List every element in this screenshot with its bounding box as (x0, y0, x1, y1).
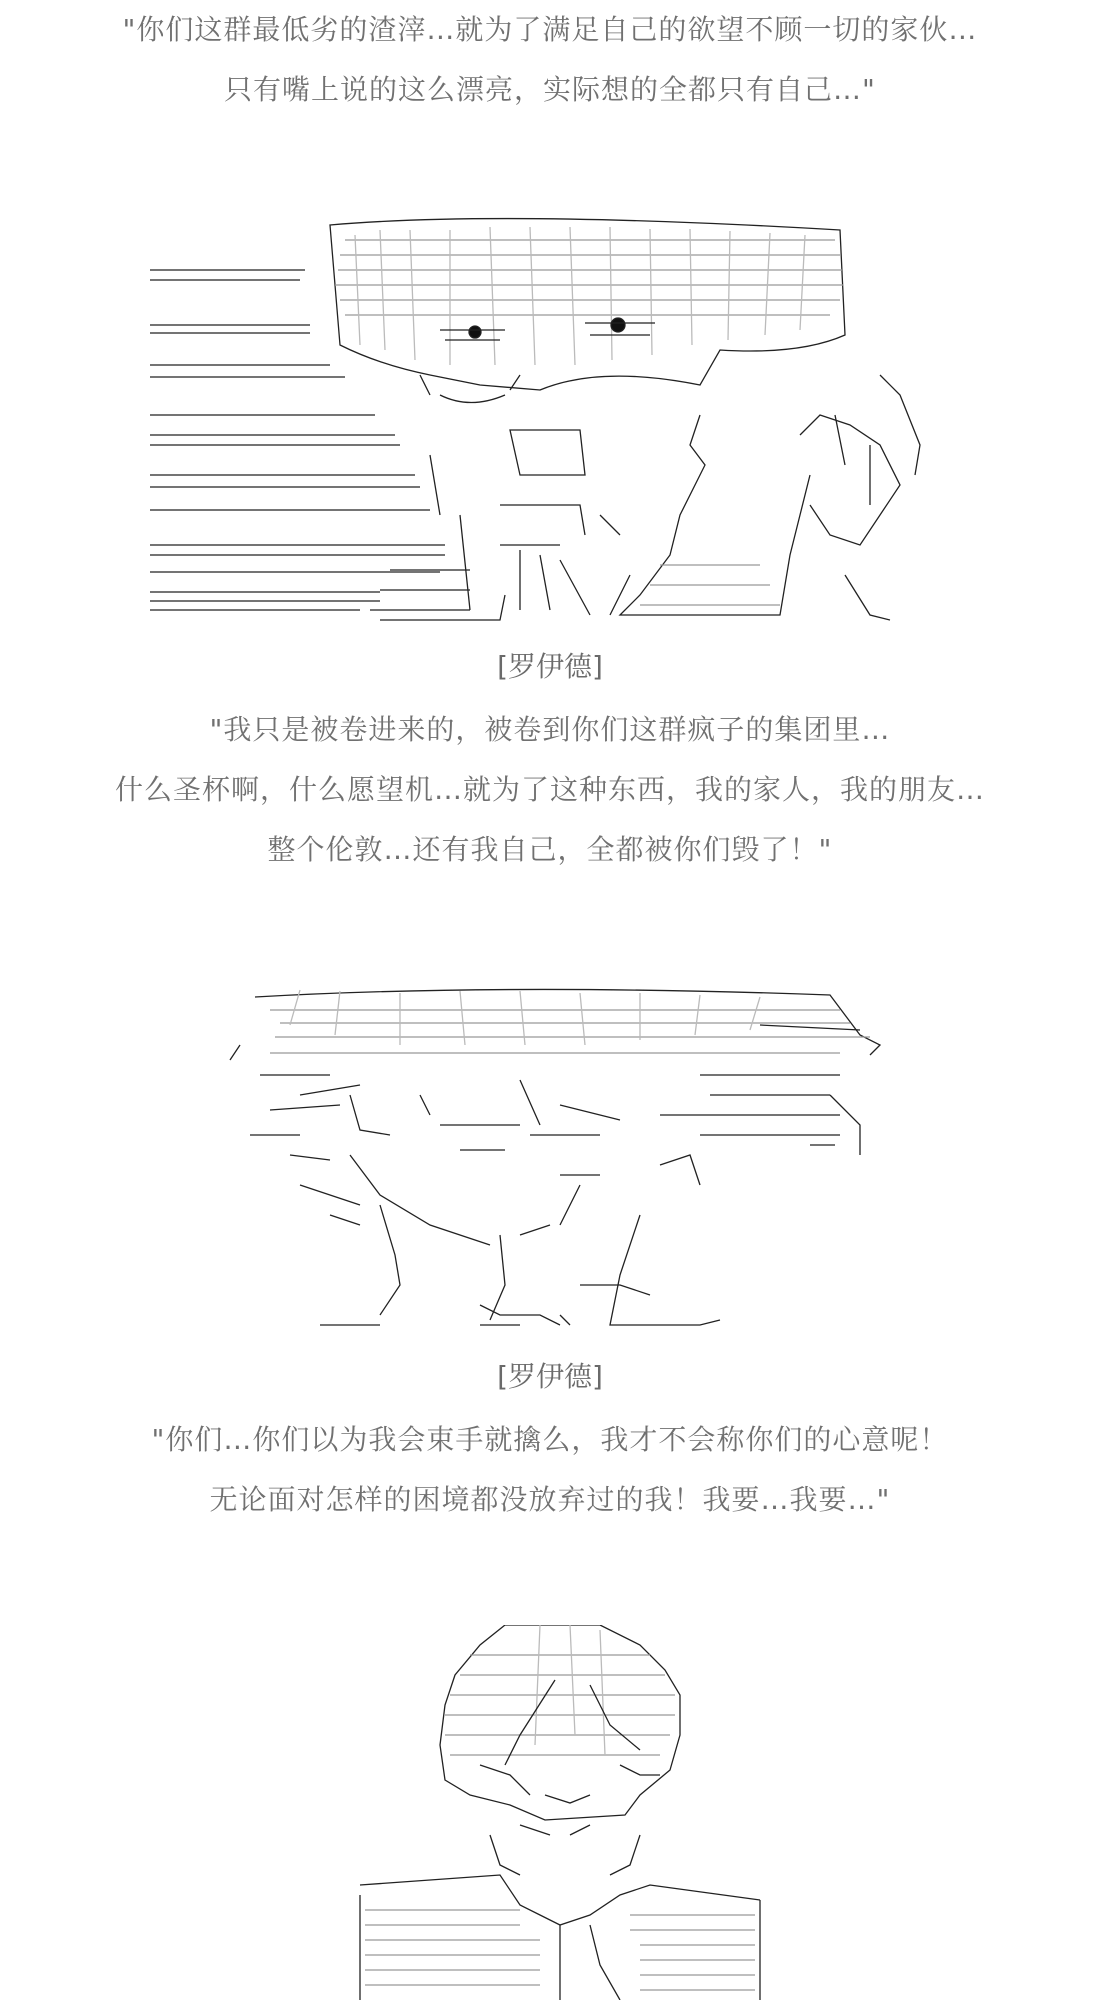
ascii-art-illustration-3 (0, 1625, 1100, 2000)
dialogue-block-2 (0, 647, 1100, 687)
dialogue-line: "你们这群最低劣的渣滓…就为了满足自己的欲望不顾一切的家伙… (122, 13, 978, 46)
dialogue-line: 什么圣杯啊，什么愿望机…就为了这种东西，我的家人，我的朋友… (114, 773, 985, 806)
dialogue-block-1 (0, 0, 1100, 120)
dialogue-block-3 (0, 1357, 1100, 1397)
dialogue-line: "你们…你们以为我会束手就擒么，我才不会称你们的心意呢！ (151, 1423, 949, 1456)
dialogue-line: 无论面对怎样的困境都没放弃过的我！我要…我要…" (209, 1483, 891, 1516)
dialogue-line: 整个伦敦…还有我自己，全都被你们毁了！" (267, 833, 833, 866)
dialogue-line: 只有嘴上说的这么漂亮，实际想的全都只有自己…" (224, 73, 876, 106)
dialogue-line: "我只是被卷进来的，被卷到你们这群疯子的集团里… (209, 713, 891, 746)
speaker-name: [罗伊德] (497, 1360, 603, 1393)
dialogue-block-3-lines (0, 1410, 1100, 1530)
ascii-art-illustration-1 (0, 215, 1100, 635)
speaker-name: [罗伊德] (497, 650, 603, 683)
ascii-art-illustration-2 (0, 985, 1100, 1340)
dialogue-block-2-lines (0, 700, 1100, 880)
